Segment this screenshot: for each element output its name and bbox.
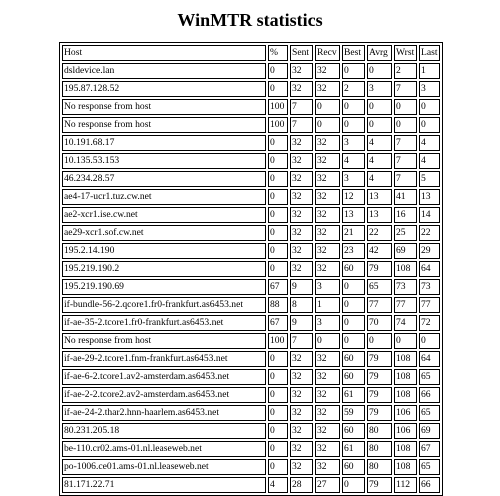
cell-wrst: 73 bbox=[394, 279, 417, 295]
cell-host: 80.231.205.18 bbox=[62, 423, 266, 439]
cell-wrst: 108 bbox=[394, 387, 417, 403]
cell-best: 0 bbox=[342, 117, 365, 133]
cell-recv: 27 bbox=[315, 477, 340, 493]
cell-last: 77 bbox=[419, 297, 440, 313]
cell-recv: 32 bbox=[315, 189, 340, 205]
cell-best: 60 bbox=[342, 261, 365, 277]
cell-best: 0 bbox=[342, 477, 365, 493]
cell-wrst: 7 bbox=[394, 153, 417, 169]
page-title: WinMTR statistics bbox=[177, 10, 323, 30]
cell-avrg: 65 bbox=[367, 279, 392, 295]
table-row bbox=[62, 369, 440, 385]
header-sent: Sent bbox=[290, 45, 313, 61]
cell-last: 4 bbox=[419, 153, 440, 169]
cell-wrst: 0 bbox=[394, 99, 417, 115]
cell-last: 4 bbox=[419, 135, 440, 151]
cell-recv: 0 bbox=[315, 117, 340, 133]
cell-best: 60 bbox=[342, 459, 365, 475]
cell-host: 195.219.190.69 bbox=[62, 279, 266, 295]
cell-wrst: 25 bbox=[394, 225, 417, 241]
cell-host: if-bundle-56-2.qcore1.fr0-frankfurt.as6453.net bbox=[62, 297, 266, 313]
cell-loss-percent: 0 bbox=[268, 225, 288, 241]
cell-recv: 32 bbox=[315, 81, 340, 97]
table-row bbox=[62, 153, 440, 169]
cell-avrg: 0 bbox=[367, 63, 392, 79]
cell-loss-percent: 0 bbox=[268, 441, 288, 457]
cell-last: 65 bbox=[419, 459, 440, 475]
cell-best: 0 bbox=[342, 63, 365, 79]
header-last: Last bbox=[419, 45, 440, 61]
cell-avrg: 3 bbox=[367, 81, 392, 97]
cell-avrg: 79 bbox=[367, 405, 392, 421]
cell-recv: 1 bbox=[315, 297, 340, 313]
table-row bbox=[62, 117, 440, 133]
cell-host: 195.219.190.2 bbox=[62, 261, 266, 277]
table-row bbox=[62, 261, 440, 277]
table-row bbox=[62, 243, 440, 259]
cell-avrg: 79 bbox=[367, 351, 392, 367]
cell-wrst: 7 bbox=[394, 81, 417, 97]
cell-wrst: 108 bbox=[394, 351, 417, 367]
cell-sent: 9 bbox=[290, 279, 313, 295]
cell-best: 0 bbox=[342, 99, 365, 115]
statistics-table bbox=[59, 42, 443, 496]
cell-best: 0 bbox=[342, 333, 365, 349]
cell-best: 3 bbox=[342, 135, 365, 151]
cell-best: 61 bbox=[342, 441, 365, 457]
cell-loss-percent: 100 bbox=[268, 117, 288, 133]
cell-loss-percent: 0 bbox=[268, 153, 288, 169]
cell-last: 69 bbox=[419, 423, 440, 439]
header-wrst: Wrst bbox=[394, 45, 417, 61]
table-row bbox=[62, 477, 440, 493]
cell-sent: 32 bbox=[290, 441, 313, 457]
cell-avrg: 70 bbox=[367, 315, 392, 331]
cell-recv: 3 bbox=[315, 315, 340, 331]
cell-loss-percent: 0 bbox=[268, 207, 288, 223]
cell-sent: 32 bbox=[290, 387, 313, 403]
cell-host: ae29-xcr1.sof.cw.net bbox=[62, 225, 266, 241]
cell-avrg: 0 bbox=[367, 117, 392, 133]
cell-best: 0 bbox=[342, 279, 365, 295]
cell-loss-percent: 4 bbox=[268, 477, 288, 493]
cell-loss-percent: 100 bbox=[268, 99, 288, 115]
cell-recv: 32 bbox=[315, 207, 340, 223]
cell-host: if-ae-29-2.tcore1.fnm-frankfurt.as6453.net bbox=[62, 351, 266, 367]
cell-loss-percent: 0 bbox=[268, 81, 288, 97]
cell-best: 4 bbox=[342, 153, 365, 169]
cell-best: 0 bbox=[342, 315, 365, 331]
table-row bbox=[62, 171, 440, 187]
cell-loss-percent: 0 bbox=[268, 459, 288, 475]
cell-host: ae4-17-ucr1.tuz.cw.net bbox=[62, 189, 266, 205]
cell-last: 72 bbox=[419, 315, 440, 331]
cell-host: dsldevice.lan bbox=[62, 63, 266, 79]
header-loss-percent: % bbox=[268, 45, 288, 61]
cell-avrg: 79 bbox=[367, 387, 392, 403]
cell-wrst: 0 bbox=[394, 117, 417, 133]
cell-sent: 32 bbox=[290, 225, 313, 241]
cell-sent: 32 bbox=[290, 405, 313, 421]
cell-host: 195.2.14.190 bbox=[62, 243, 266, 259]
cell-recv: 32 bbox=[315, 225, 340, 241]
cell-wrst: 7 bbox=[394, 171, 417, 187]
cell-host: 10.191.68.17 bbox=[62, 135, 266, 151]
cell-loss-percent: 67 bbox=[268, 279, 288, 295]
cell-wrst: 7 bbox=[394, 135, 417, 151]
cell-best: 12 bbox=[342, 189, 365, 205]
cell-host: 195.87.128.52 bbox=[62, 81, 266, 97]
cell-last: 0 bbox=[419, 99, 440, 115]
table-row bbox=[62, 279, 440, 295]
cell-loss-percent: 100 bbox=[268, 333, 288, 349]
cell-recv: 0 bbox=[315, 333, 340, 349]
cell-host: if-ae-2-2.tcore2.av2-amsterdam.as6453.net bbox=[62, 387, 266, 403]
cell-recv: 32 bbox=[315, 63, 340, 79]
cell-sent: 7 bbox=[290, 99, 313, 115]
cell-avrg: 0 bbox=[367, 99, 392, 115]
cell-recv: 32 bbox=[315, 153, 340, 169]
table-row bbox=[62, 315, 440, 331]
cell-sent: 32 bbox=[290, 369, 313, 385]
cell-sent: 28 bbox=[290, 477, 313, 493]
cell-wrst: 106 bbox=[394, 405, 417, 421]
cell-recv: 32 bbox=[315, 423, 340, 439]
table-row bbox=[62, 189, 440, 205]
cell-last: 66 bbox=[419, 477, 440, 493]
cell-last: 0 bbox=[419, 117, 440, 133]
cell-sent: 32 bbox=[290, 243, 313, 259]
cell-host: be-110.cr02.ams-01.nl.leaseweb.net bbox=[62, 441, 266, 457]
cell-recv: 32 bbox=[315, 459, 340, 475]
cell-last: 64 bbox=[419, 351, 440, 367]
cell-avrg: 80 bbox=[367, 423, 392, 439]
table-row bbox=[62, 63, 440, 79]
cell-best: 59 bbox=[342, 405, 365, 421]
cell-wrst: 69 bbox=[394, 243, 417, 259]
cell-avrg: 79 bbox=[367, 477, 392, 493]
cell-recv: 32 bbox=[315, 243, 340, 259]
table-row bbox=[62, 225, 440, 241]
cell-best: 61 bbox=[342, 387, 365, 403]
cell-loss-percent: 0 bbox=[268, 135, 288, 151]
cell-host: No response from host bbox=[62, 117, 266, 133]
cell-last: 66 bbox=[419, 387, 440, 403]
cell-loss-percent: 67 bbox=[268, 315, 288, 331]
cell-host: if-ae-6-2.tcore1.av2-amsterdam.as6453.net bbox=[62, 369, 266, 385]
cell-wrst: 2 bbox=[394, 63, 417, 79]
cell-avrg: 4 bbox=[367, 171, 392, 187]
cell-wrst: 108 bbox=[394, 441, 417, 457]
cell-best: 2 bbox=[342, 81, 365, 97]
cell-loss-percent: 0 bbox=[268, 423, 288, 439]
cell-sent: 32 bbox=[290, 351, 313, 367]
cell-last: 14 bbox=[419, 207, 440, 223]
cell-avrg: 0 bbox=[367, 333, 392, 349]
cell-wrst: 112 bbox=[394, 477, 417, 493]
cell-avrg: 4 bbox=[367, 153, 392, 169]
cell-host: ae2-xcr1.ise.cw.net bbox=[62, 207, 266, 223]
cell-sent: 32 bbox=[290, 189, 313, 205]
cell-sent: 32 bbox=[290, 81, 313, 97]
table-row bbox=[62, 81, 440, 97]
cell-sent: 7 bbox=[290, 117, 313, 133]
cell-sent: 32 bbox=[290, 261, 313, 277]
table-row bbox=[62, 423, 440, 439]
cell-last: 73 bbox=[419, 279, 440, 295]
cell-sent: 32 bbox=[290, 207, 313, 223]
cell-recv: 0 bbox=[315, 99, 340, 115]
cell-best: 21 bbox=[342, 225, 365, 241]
cell-avrg: 80 bbox=[367, 459, 392, 475]
cell-loss-percent: 0 bbox=[268, 387, 288, 403]
cell-best: 3 bbox=[342, 171, 365, 187]
cell-wrst: 74 bbox=[394, 315, 417, 331]
cell-loss-percent: 0 bbox=[268, 63, 288, 79]
cell-loss-percent: 0 bbox=[268, 171, 288, 187]
cell-recv: 32 bbox=[315, 261, 340, 277]
header-recv: Recv bbox=[315, 45, 340, 61]
cell-last: 29 bbox=[419, 243, 440, 259]
cell-last: 65 bbox=[419, 369, 440, 385]
cell-loss-percent: 0 bbox=[268, 405, 288, 421]
cell-best: 60 bbox=[342, 351, 365, 367]
cell-loss-percent: 0 bbox=[268, 189, 288, 205]
cell-wrst: 106 bbox=[394, 423, 417, 439]
cell-wrst: 77 bbox=[394, 297, 417, 313]
cell-wrst: 41 bbox=[394, 189, 417, 205]
cell-avrg: 79 bbox=[367, 369, 392, 385]
cell-sent: 32 bbox=[290, 135, 313, 151]
cell-last: 22 bbox=[419, 225, 440, 241]
cell-loss-percent: 0 bbox=[268, 243, 288, 259]
cell-sent: 32 bbox=[290, 171, 313, 187]
cell-wrst: 0 bbox=[394, 333, 417, 349]
cell-wrst: 108 bbox=[394, 369, 417, 385]
header-avrg: Avrg bbox=[367, 45, 392, 61]
cell-recv: 32 bbox=[315, 405, 340, 421]
table-row bbox=[62, 207, 440, 223]
cell-last: 64 bbox=[419, 261, 440, 277]
cell-recv: 32 bbox=[315, 387, 340, 403]
cell-loss-percent: 0 bbox=[268, 369, 288, 385]
cell-loss-percent: 0 bbox=[268, 261, 288, 277]
cell-best: 13 bbox=[342, 207, 365, 223]
statistics-table-body bbox=[62, 45, 440, 493]
cell-loss-percent: 0 bbox=[268, 351, 288, 367]
table-row bbox=[62, 441, 440, 457]
cell-last: 0 bbox=[419, 333, 440, 349]
cell-loss-percent: 88 bbox=[268, 297, 288, 313]
table-row bbox=[62, 459, 440, 475]
cell-best: 60 bbox=[342, 369, 365, 385]
table-row bbox=[62, 99, 440, 115]
cell-avrg: 13 bbox=[367, 207, 392, 223]
cell-sent: 32 bbox=[290, 63, 313, 79]
cell-recv: 32 bbox=[315, 351, 340, 367]
cell-sent: 7 bbox=[290, 333, 313, 349]
cell-avrg: 22 bbox=[367, 225, 392, 241]
cell-sent: 32 bbox=[290, 153, 313, 169]
cell-avrg: 13 bbox=[367, 189, 392, 205]
cell-avrg: 42 bbox=[367, 243, 392, 259]
cell-best: 23 bbox=[342, 243, 365, 259]
table-row bbox=[62, 333, 440, 349]
cell-last: 13 bbox=[419, 189, 440, 205]
header-best: Best bbox=[342, 45, 365, 61]
cell-host: 10.135.53.153 bbox=[62, 153, 266, 169]
cell-host: if-ae-35-2.tcore1.fr0-frankfurt.as6453.net bbox=[62, 315, 266, 331]
cell-wrst: 108 bbox=[394, 261, 417, 277]
header-host: Host bbox=[62, 45, 266, 61]
cell-sent: 32 bbox=[290, 459, 313, 475]
cell-last: 1 bbox=[419, 63, 440, 79]
cell-last: 65 bbox=[419, 405, 440, 421]
cell-host: if-ae-24-2.thar2.hnn-haarlem.as6453.net bbox=[62, 405, 266, 421]
table-row bbox=[62, 387, 440, 403]
cell-host: 81.171.22.71 bbox=[62, 477, 266, 493]
cell-recv: 32 bbox=[315, 369, 340, 385]
cell-recv: 32 bbox=[315, 171, 340, 187]
cell-sent: 9 bbox=[290, 315, 313, 331]
cell-sent: 8 bbox=[290, 297, 313, 313]
cell-sent: 32 bbox=[290, 423, 313, 439]
cell-avrg: 79 bbox=[367, 261, 392, 277]
cell-recv: 32 bbox=[315, 441, 340, 457]
cell-avrg: 80 bbox=[367, 441, 392, 457]
cell-last: 5 bbox=[419, 171, 440, 187]
cell-last: 67 bbox=[419, 441, 440, 457]
cell-host: No response from host bbox=[62, 333, 266, 349]
cell-wrst: 108 bbox=[394, 459, 417, 475]
table-row bbox=[62, 405, 440, 421]
cell-avrg: 77 bbox=[367, 297, 392, 313]
cell-best: 60 bbox=[342, 423, 365, 439]
table-header-row bbox=[62, 45, 440, 61]
cell-recv: 32 bbox=[315, 135, 340, 151]
table-row bbox=[62, 351, 440, 367]
cell-host: No response from host bbox=[62, 99, 266, 115]
cell-host: 46.234.28.57 bbox=[62, 171, 266, 187]
cell-best: 0 bbox=[342, 297, 365, 313]
cell-avrg: 4 bbox=[367, 135, 392, 151]
cell-last: 3 bbox=[419, 81, 440, 97]
table-row bbox=[62, 135, 440, 151]
cell-wrst: 16 bbox=[394, 207, 417, 223]
cell-recv: 3 bbox=[315, 279, 340, 295]
cell-host: po-1006.ce01.ams-01.nl.leaseweb.net bbox=[62, 459, 266, 475]
table-row bbox=[62, 297, 440, 313]
